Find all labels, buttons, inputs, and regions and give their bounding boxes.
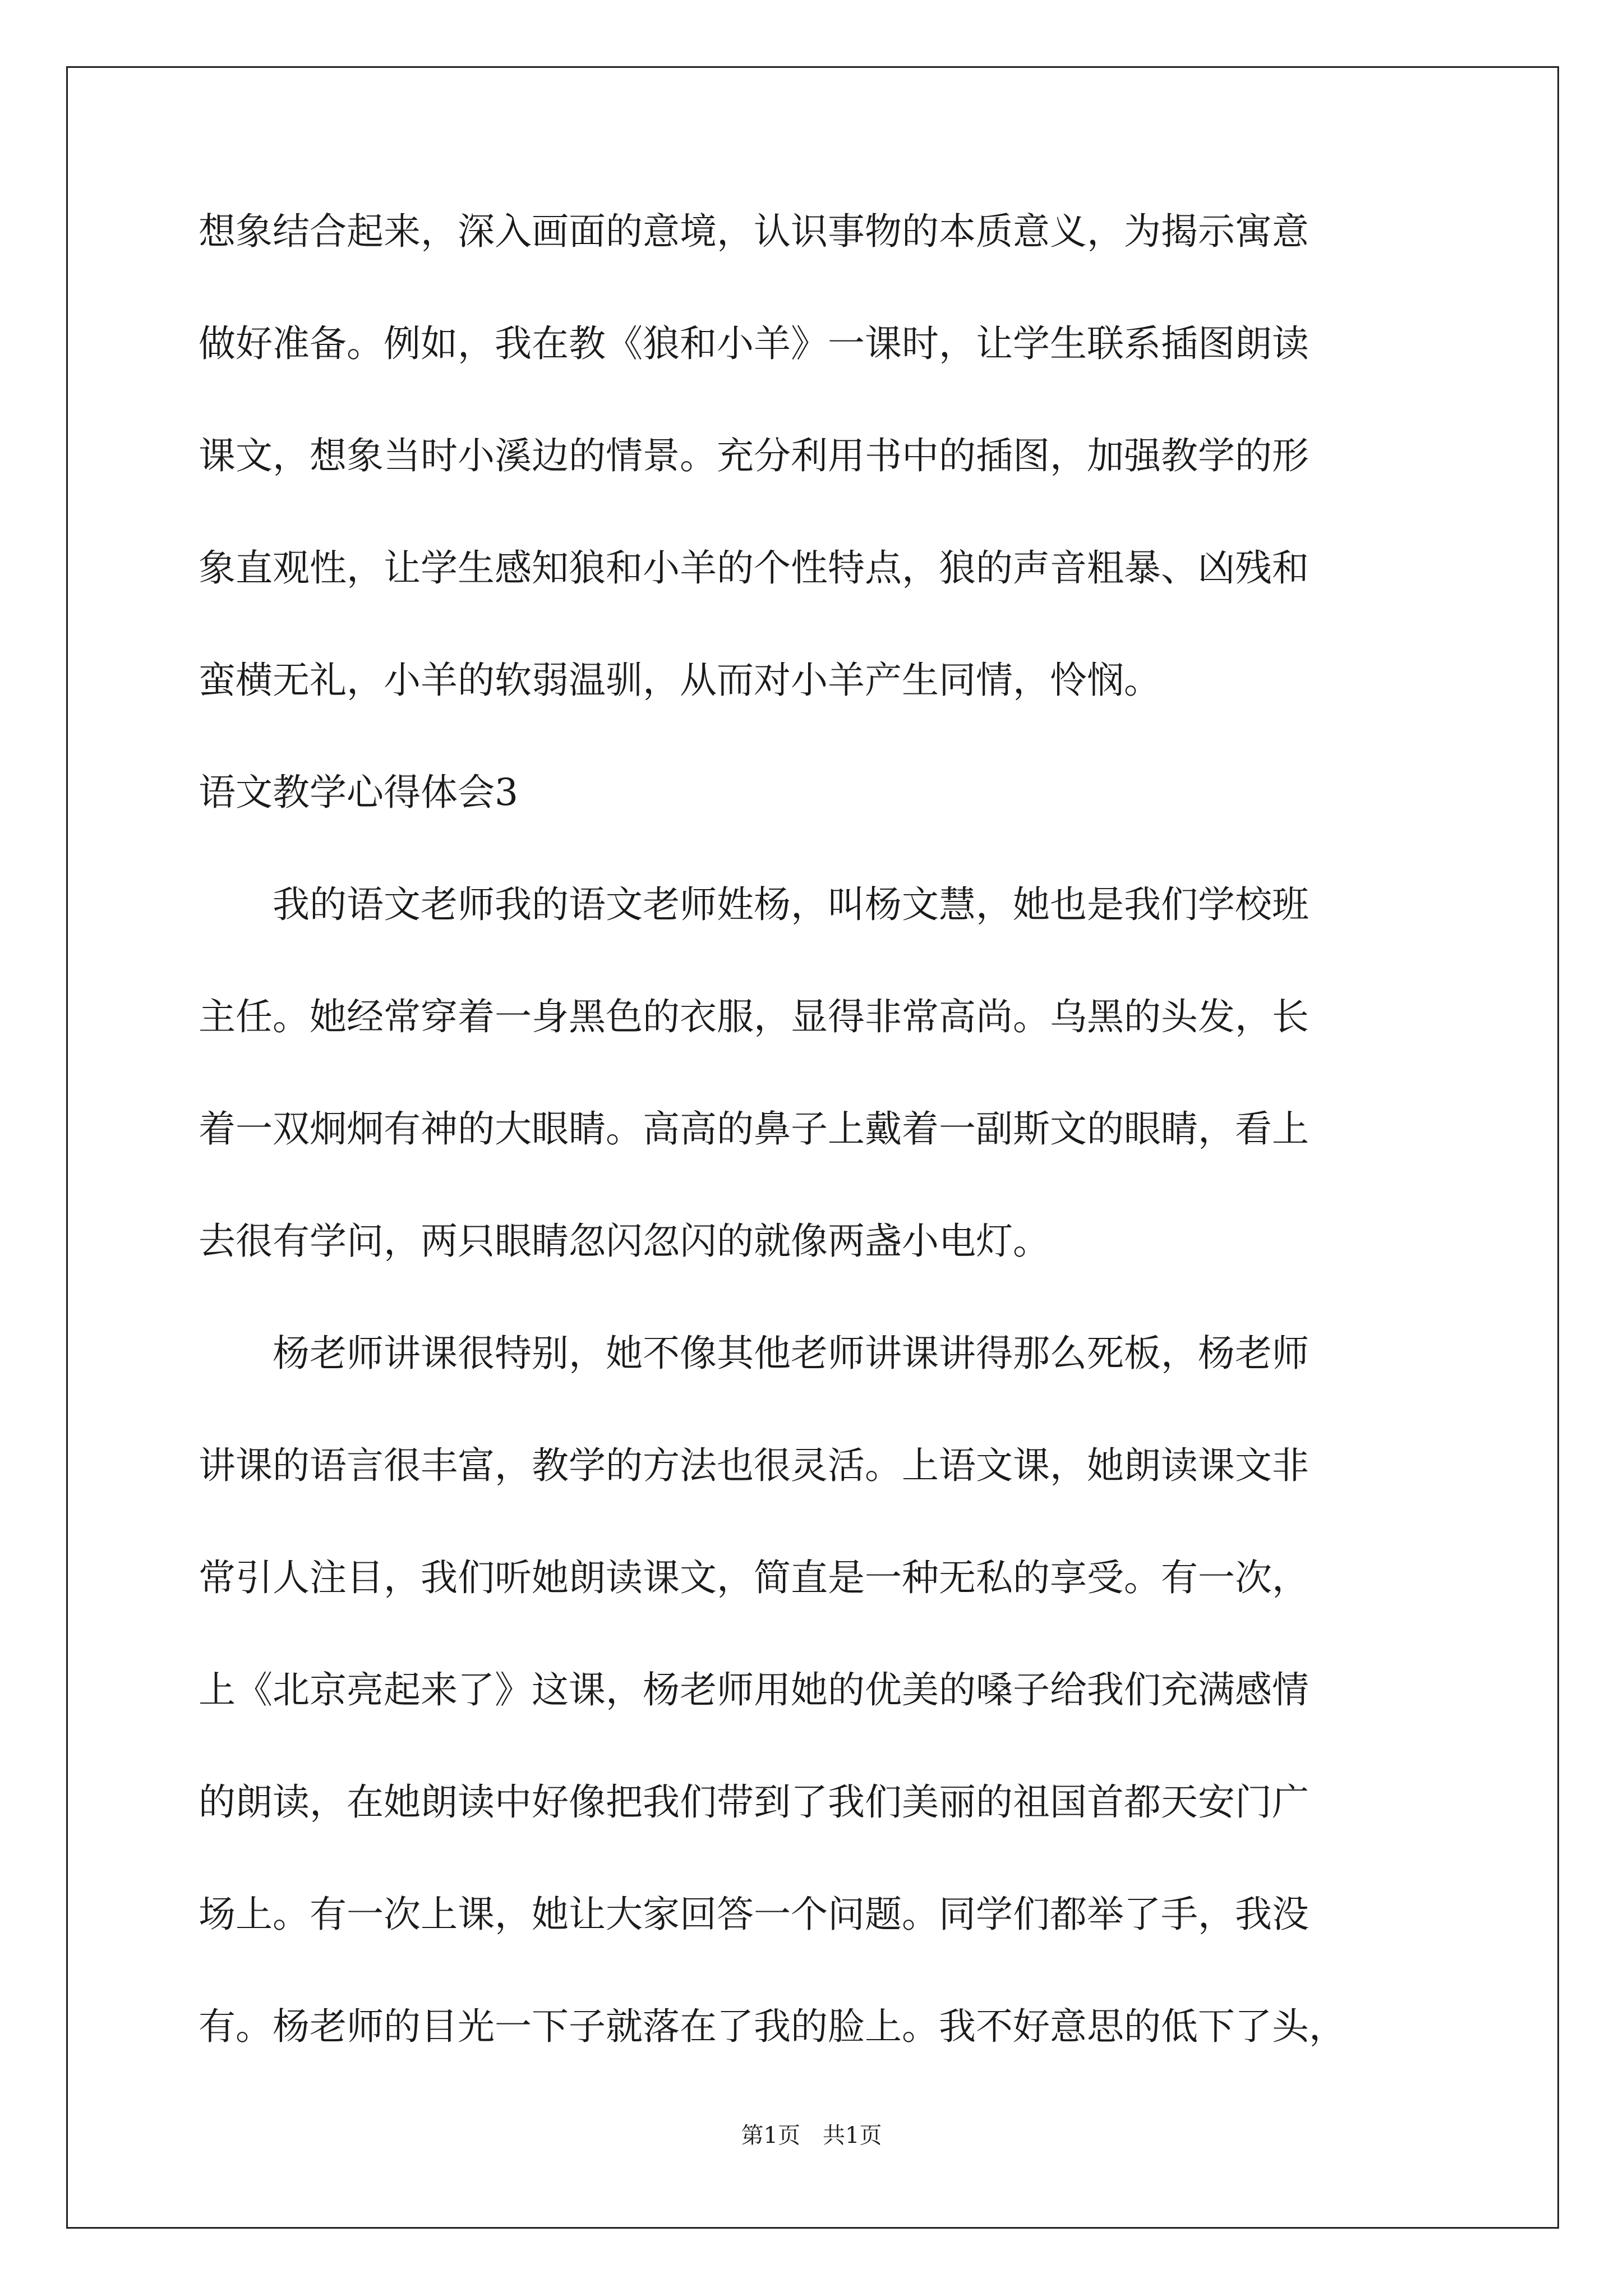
text-line: 上《北京亮起来了》这课，杨老师用她的优美的嗓子给我们充满感情 [199, 1668, 1309, 1711]
paragraph-teacher-intro [199, 883, 1432, 1335]
text-line: 课文，想象当时小溪边的情景。充分利用书中的插图，加强教学的形 [199, 434, 1309, 477]
text-line: 讲课的语言很丰富，教学的方法也很灵活。上语文课，她朗读课文非 [199, 1444, 1309, 1487]
text-line: 做好准备。例如，我在教《狼和小羊》一课时，让学生联系插图朗读 [199, 322, 1309, 365]
text-line: 去很有学问，两只眼睛忽闪忽闪的就像两盏小电灯。 [199, 1220, 1050, 1263]
document-body [199, 210, 1432, 2120]
text-line: 有。杨老师的目光一下子就落在了我的脸上。我不好意思的低下了头， [199, 2005, 1346, 2048]
page-number-footer: 第1页 共1页 [741, 2123, 882, 2148]
text-line: 常引人注目，我们听她朗读课文，简直是一种无私的享受。有一次， [199, 1556, 1309, 1599]
paragraph-teaching-style [199, 1332, 1432, 2120]
text-line: 象直观性，让学生感知狼和小羊的个性特点，狼的声音粗暴、凶残和 [199, 546, 1309, 590]
text-line: 主任。她经常穿着一身黑色的衣服，显得非常高尚。乌黑的头发，长 [199, 995, 1309, 1038]
text-line: 场上。有一次上课，她让大家回答一个问题。同学们都举了手，我没 [199, 1893, 1309, 1936]
text-line: 的朗读，在她朗读中好像把我们带到了我们美丽的祖国首都天安门广 [199, 1780, 1309, 1824]
text-line: 杨老师讲课很特别，她不像其他老师讲课讲得那么死板，杨老师 [199, 1332, 1309, 1375]
text-line: 我的语文老师我的语文老师姓杨，叫杨文慧，她也是我们学校班 [199, 883, 1309, 926]
paragraph-top [199, 210, 1432, 774]
text-line: 想象结合起来，深入画面的意境，认识事物的本质意义，为揭示寓意 [199, 210, 1309, 253]
text-line: 蛮横无礼，小羊的软弱温驯，从而对小羊产生同情，怜悯。 [199, 659, 1161, 702]
section-heading: 语文教学心得体会3 [199, 771, 518, 814]
text-line: 着一双炯炯有神的大眼睛。高高的鼻子上戴着一副斯文的眼睛，看上 [199, 1107, 1309, 1151]
